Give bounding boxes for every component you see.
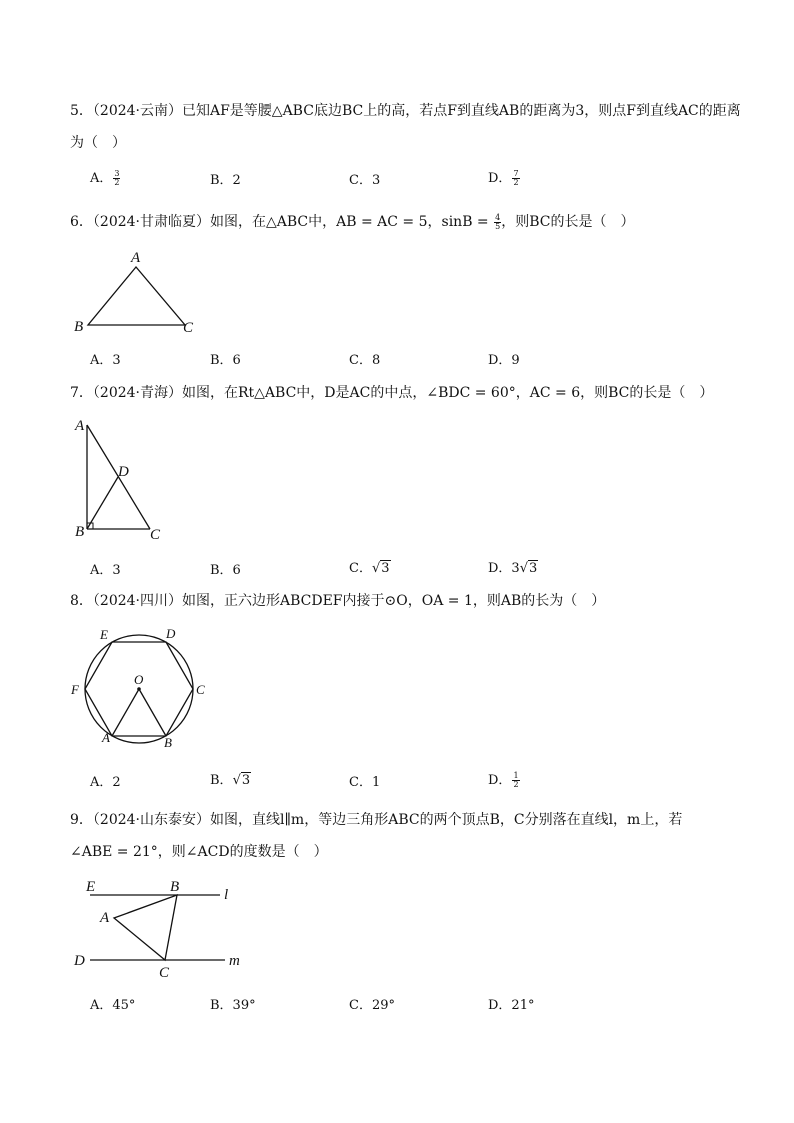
question-7-line-1: 7．（2024·青海）如图，在Rt△ABC中，D是AC的中点，∠BDC = 60°，AC = 6，则BC的长是（ ） (70, 385, 714, 401)
q5-option-d[interactable] (488, 170, 520, 188)
q8-option-d-fraction: $\frac{1}{2}$ (513, 771, 519, 789)
q7-option-c-sqrt: √3 (371, 561, 390, 576)
q6-label-b: B (74, 319, 84, 335)
q7-label-c: C (150, 527, 161, 543)
q8-option-c[interactable]: C．1 (349, 775, 381, 790)
q9-triangle (114, 895, 177, 960)
q5-option-a-fraction: $\frac{3}{2}$ (114, 169, 120, 187)
q5-option-d-fraction: $\frac{7}{2}$ (513, 169, 519, 187)
q8-label-b: B (164, 735, 172, 750)
q9-parallel-lines-figure (72, 873, 262, 983)
q5-option-b[interactable]: B．2 (210, 173, 241, 188)
q6-triangle-figure (70, 250, 200, 340)
q7-option-d[interactable] (488, 560, 538, 578)
q9-label-l: l (224, 887, 229, 903)
q7-triangle-figure (70, 415, 180, 550)
q8-hexagon-figure (65, 625, 215, 755)
q7-option-d-label: D．3 (488, 561, 520, 576)
q5-option-a[interactable] (90, 170, 120, 188)
q8-label-f: F (71, 682, 79, 697)
q8-option-d-label: D． (488, 773, 512, 788)
q8-label-d: D (166, 626, 176, 641)
q7-label-b: B (75, 524, 85, 540)
question-6-line-1 (70, 212, 634, 232)
question-8-line-1: 8．（2024·四川）如图，正六边形ABCDEF内接于⊙O，OA = 1，则AB的长为（ ） (70, 593, 606, 609)
q9-option-b[interactable]: B．39° (210, 998, 256, 1013)
q5-option-c[interactable]: C．3 (349, 173, 381, 188)
q7-option-a[interactable]: A．3 (90, 563, 121, 578)
q7-option-c-label: C． (349, 561, 372, 576)
q9-label-e: E (86, 879, 96, 895)
q8-label-o: O (134, 672, 144, 687)
q6-text-a: 6．（2024·甘肃临夏）如图，在△ABC中，AB = AC = 5，sinB = (70, 214, 494, 230)
q6-triangle (88, 267, 185, 325)
q6-option-a[interactable]: A．3 (90, 353, 121, 368)
q9-option-a[interactable]: A．45° (90, 998, 136, 1013)
q9-option-d[interactable]: D．21° (488, 998, 535, 1013)
q5-option-d-label: D． (488, 171, 512, 186)
q7-option-b[interactable]: B．6 (210, 563, 241, 578)
q7-label-d: D (118, 464, 129, 480)
q9-label-m: m (229, 953, 240, 969)
q9-label-b: B (170, 879, 180, 895)
q8-label-a: A (102, 730, 110, 745)
q6-label-c: C (183, 320, 194, 336)
q9-label-c: C (159, 965, 170, 981)
q9-label-a: A (100, 910, 110, 926)
q7-option-d-sqrt: √3 (519, 561, 538, 576)
q8-label-c: C (196, 682, 205, 697)
q8-option-b-label: B． (210, 773, 233, 788)
q6-sin-fraction: $\frac{4}{5}$ (495, 212, 501, 231)
q6-option-b[interactable]: B．6 (210, 353, 241, 368)
q8-option-b-sqrt: √3 (232, 773, 251, 788)
question-5-line-1: 5．（2024·云南）已知AF是等腰△ABC底边BC上的高，若点F到直线AB的距离为3，则点F到直线AC的距离 (70, 103, 741, 119)
q6-option-d[interactable]: D．9 (488, 353, 520, 368)
question-9-line-2: ∠ABE = 21°，则∠ACD的度数是（ ） (70, 844, 328, 860)
q6-option-c[interactable]: C．8 (349, 353, 381, 368)
q9-option-c[interactable]: C．29° (349, 998, 395, 1013)
q5-option-a-label: A． (90, 171, 113, 186)
question-9-line-1: 9．（2024·山东泰安）如图，直线l∥m，等边三角形ABC的两个顶点B，C分别落在直线l，m上，若 (70, 812, 683, 828)
q8-option-d[interactable] (488, 772, 520, 790)
q7-option-c[interactable] (349, 560, 391, 578)
q6-text-b: ，则BC的长是（ ） (501, 214, 635, 230)
q7-label-a: A (75, 418, 85, 434)
question-5-line-2: 为（ ） (70, 135, 126, 151)
q8-option-a[interactable]: A．2 (90, 775, 121, 790)
q6-label-a: A (131, 250, 141, 266)
q9-label-d: D (74, 953, 85, 969)
q8-option-b[interactable] (210, 772, 251, 790)
q8-label-e: E (100, 627, 108, 642)
